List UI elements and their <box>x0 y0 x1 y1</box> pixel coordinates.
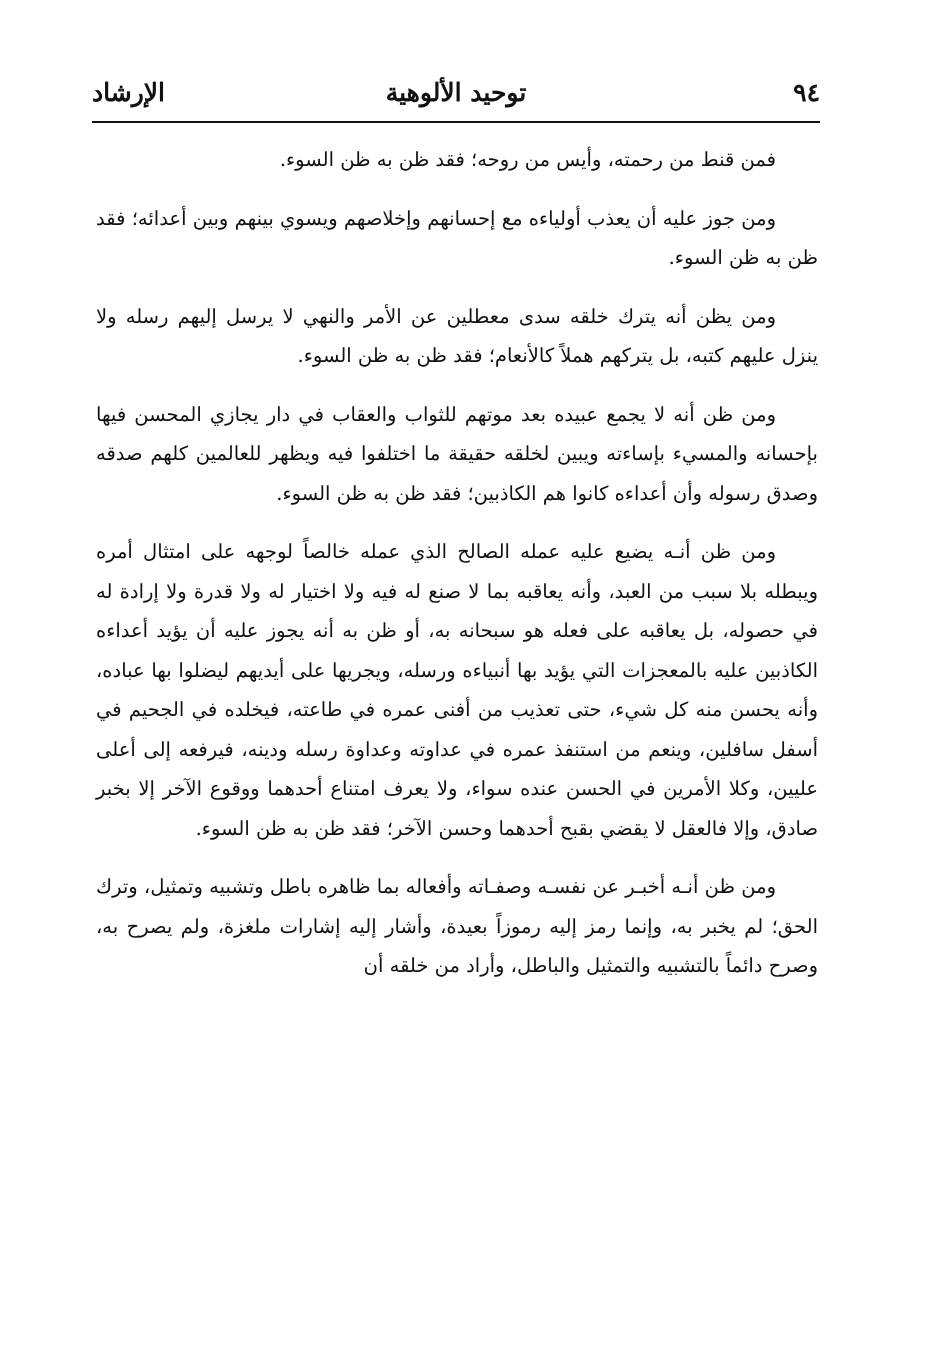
body-text <box>96 140 818 1005</box>
paragraph: ومن ظن أنه لا يجمع عبيده بعد موتهم للثواب والعقاب في دار يجازي المحسن فيها بإحسانه والمسيء بإساءته ويبين لخلقه حقيقة ما اختلفوا فيه ويظهر للعالمين كلهم صدقه وصدق رسوله وأن أعداءه كانوا هم الكاذبين؛ فقد ظن به ظن السوء. <box>96 402 818 505</box>
section-title: الإرشاد <box>92 78 165 107</box>
paragraph: فمن قنط من رحمته، وأيس من روحه؛ فقد ظن به ظن السوء. <box>279 148 776 171</box>
page-number: ٩٤ <box>793 78 820 107</box>
header-rule <box>92 121 820 123</box>
running-head <box>92 72 820 118</box>
paragraph: ومن يظن أنه يترك خلقه سدى معطلين عن الأمر والنهي لا يرسل إليهم رسله ولا ينزل عليهم كتبه، بل يتركهم هملاً كالأنعام؛ فقد ظن به ظن السوء. <box>96 304 818 367</box>
paragraph: ومن ظن أنـه يضيع عليه عمله الصالح الذي عمله خالصاً لوجهه على امتثال أمره ويبطله بلا سبب من العبد، وأنه يعاقبه بما لا صنع له فيه ولا اختيار له ولا قدرة ولا إرادة له في حصوله، بل يعاقبه على فعله هو سبحانه به، أو ظن به أنه يجوز عليه أن يؤيد أعداءه الكاذبين عليه بالمعجزات التي يؤيد بها أنبياءه ورسله، ويجريها على أيديهم ليضلوا بها عباده، وأنه يحسن منه كل شيء، حتى تعذيب من أفنى عمره في طاعته، فيخلده في الجحيم في أسفل سافلين، وينعم من استنفذ عمره في عداوته وعداوة رسله ودينه، فيرفعه إلى أعلى عليين، وكلا الأمرين في الحسن عنده سواء، ولا يعرف امتناع أحدهما ووقوع الآخر إلا بخبر صادق، وإلا فالعقل لا يقضي بقبح أحدهما وحسن الآخر؛ فقد ظن به ظن السوء. <box>96 540 818 840</box>
paragraph: ومن ظن أنـه أخبـر عن نفسـه وصفـاته وأفعاله بما ظاهره باطل وتشبيه وتمثيل، وترك الحق؛ لم يخبر به، وإنما رمز إليه رموزاً بعيدة، وأشار إليه إشارات ملغزة، ولم يصرح به، وصرح دائماً بالتشبيه والتمثيل والباطل، وأراد من خلقه أن <box>96 875 818 977</box>
chapter-title: توحيد الألوهية <box>385 78 527 107</box>
paragraph: ومن جوز عليه أن يعذب أولياءه مع إحسانهم وإخلاصهم ويسوي بينهم وبين أعدائه؛ فقد ظن به ظن السوء. <box>96 206 818 269</box>
